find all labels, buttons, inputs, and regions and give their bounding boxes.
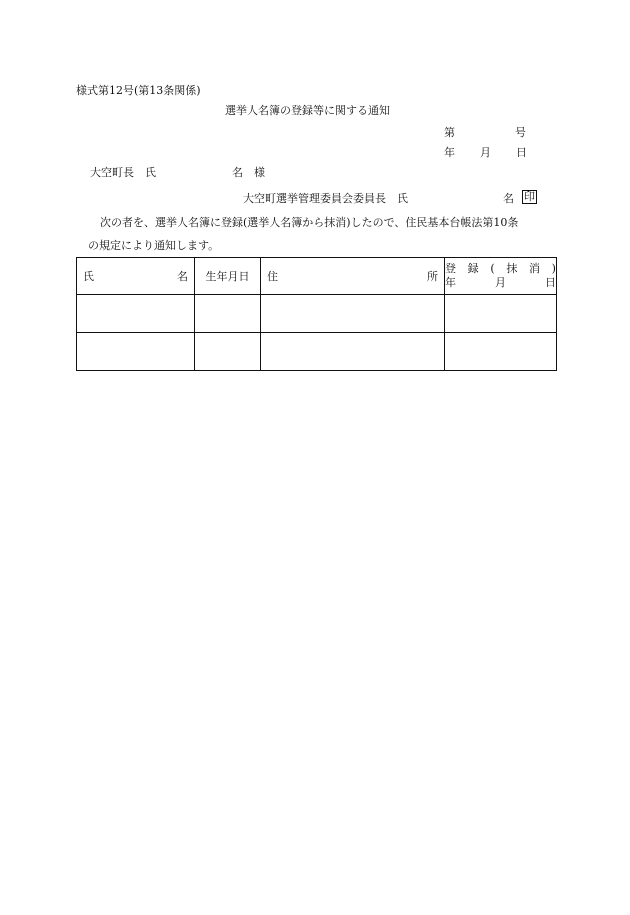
table-cell	[77, 333, 195, 371]
reg-char: )	[551, 262, 556, 275]
date-month-label: 月	[480, 146, 491, 159]
table-cell	[195, 295, 261, 333]
notification-table	[76, 257, 557, 371]
header-registration-line2	[445, 276, 556, 290]
table-cell	[445, 295, 557, 333]
table-cell	[261, 333, 445, 371]
table-row	[77, 295, 557, 333]
reg-date-char: 年	[445, 276, 456, 289]
reference-number-prefix: 第	[444, 126, 455, 139]
table-cell	[445, 333, 557, 371]
header-name-right: 名	[177, 270, 188, 283]
reg-char: 登	[445, 262, 456, 275]
date-year-label: 年	[444, 146, 455, 159]
reg-date-char: 日	[545, 276, 556, 289]
table-cell	[77, 295, 195, 333]
reg-char: 録	[467, 262, 479, 275]
table-cell	[195, 333, 261, 371]
document-title: 選挙人名簿の登録等に関する通知	[225, 104, 390, 117]
table-header-row	[77, 258, 557, 295]
recipient-name-label: 名 様	[232, 166, 265, 179]
table-row	[77, 333, 557, 371]
reg-char: 抹	[506, 262, 518, 275]
reference-number-suffix: 号	[515, 126, 526, 139]
body-text-line2: の規定により通知します。	[88, 239, 220, 252]
header-registration	[445, 258, 557, 295]
reg-date-char: 月	[495, 276, 506, 289]
header-dob: 生年月日	[195, 258, 261, 295]
body-text-line1: 次の者を、選挙人名簿に登録(選挙人名簿から抹消)したので、住民基本台帳法第10条	[100, 216, 519, 229]
date-day-label: 日	[516, 146, 527, 159]
header-address-right: 所	[427, 270, 438, 283]
form-number: 様式第12号(第13条関係)	[76, 84, 201, 97]
reg-char: (	[490, 262, 495, 275]
header-name	[77, 258, 195, 295]
reg-char: 消	[528, 262, 540, 275]
header-registration-line1	[445, 262, 556, 276]
header-address-left: 住	[267, 270, 278, 283]
sender-name-label: 名	[503, 192, 514, 205]
table-cell	[261, 295, 445, 333]
sender-title: 大空町選挙管理委員会委員長 氏	[243, 192, 408, 205]
header-name-left: 氏	[83, 270, 94, 283]
seal-char: 印	[524, 190, 535, 203]
header-address	[261, 258, 445, 295]
recipient-title: 大空町長 氏	[90, 166, 156, 179]
seal-mark	[522, 190, 537, 204]
